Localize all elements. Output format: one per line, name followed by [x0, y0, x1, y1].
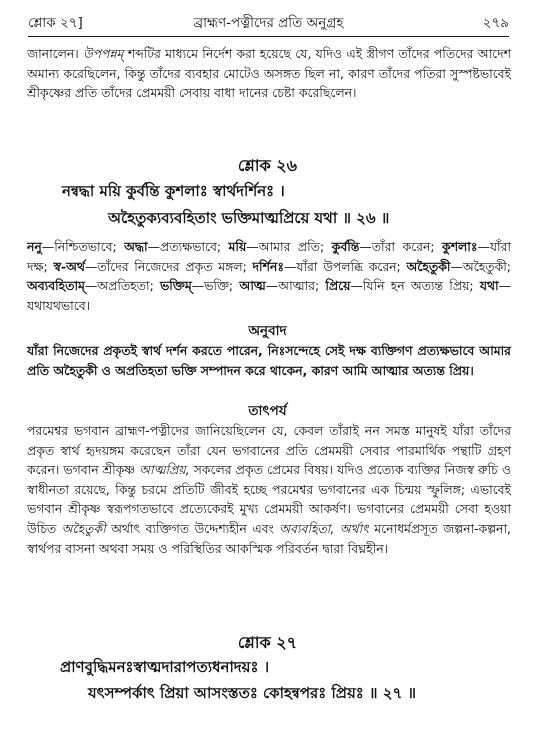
intro-text-start: জানালেন।	[27, 46, 83, 61]
synonym-meaning: —অহৈতুকী;	[450, 258, 511, 274]
synonym-meaning: —নিশ্চিতভাবে;	[41, 239, 125, 254]
synonym-word: অব্যবহিতাম্	[27, 278, 85, 294]
purport-text-a: পরমেশ্বর ভগবান ব্রাহ্মণ-পত্নীদের জানিয়েছিলেন যে, কেবল তাঁরাই নন সমস্ত মানুষই যাঁরা তাঁদের প্রকৃত স্বার্থ হৃদয়ঙ্গম করেছেন তাঁরা যেন ভগবানের প্রতি প্রেমময়ী সেবার পারমার্থিক পন্থাটি গ্রহণ করেন। ভগবান শ্রীকৃষ্ণ	[27, 423, 511, 478]
synonym-meaning: —আত্মার;	[265, 278, 326, 294]
synonym-meaning: —আমার প্রতি;	[246, 239, 332, 254]
synonym-meaning: —অপ্রতিহতা;	[84, 278, 160, 294]
synonym-word: কুশলাঃ	[442, 239, 478, 254]
synonym-meaning: —যথাযথভাবে।	[27, 278, 511, 313]
synonym-meaning: —তাঁরা করেন;	[359, 239, 443, 254]
purport-emphasis-a: আত্মপ্রিয়,	[139, 462, 190, 478]
synonym-word: স্ব-অর্থ	[53, 258, 85, 274]
synonym-word: কুর্বন্তি	[331, 239, 360, 254]
synonym-word: যথা	[479, 278, 499, 294]
translation-text: যাঁরা নিজেদের প্রকৃতই স্বার্থ দর্শন করতে পারেন, নিঃসন্দেহে সেই দক্ষ ব্যক্তিগণ প্রত্যক্ষভাবে আমার প্রতি অহৈতুকী ও অপ্রতিহতা ভক্তি সম্পাদন করে থাকেন, কারণ আমি আত্মার অত্যন্ত প্রিয়।	[27, 343, 511, 378]
translation-title: অনুবাদ	[248, 323, 287, 339]
running-header	[28, 14, 509, 37]
synonym-meaning: —ভক্তি;	[191, 278, 240, 294]
purport-paragraph	[27, 421, 511, 558]
synonym-meaning: —প্রত্যক্ষভাবে;	[147, 239, 229, 254]
synonym-word: প্রিয়ে	[325, 278, 351, 294]
verse-26-line-1: নন্বদ্ধা ময়ি কুর্বন্তি কুশলাঃ স্বার্থদর্শিনঃ ।	[62, 182, 285, 200]
synonym-meaning: —তাঁদের নিজেদের প্রকৃত মঙ্গল;	[84, 258, 253, 274]
purport-text-b: সকলের প্রকৃত প্রেমের বিষয়। যদিও প্রত্যেক ব্যক্তির নিজস্ব রুচি ও স্বাধীনতা রয়েছে, কিন্তু চরমে প্রতিটি জীবই হচ্ছে পরমেশ্বর ভগবানের এক চিন্ময় স্ফুলিঙ্গ; এভাবেই ভগবান শ্রীকৃষ্ণ স্বরূপগতভাবে প্রত্যেকেরই মুখ্য প্রেমময়ী আকর্ষণ। ভগবানের প্রেমময়ী সেবা হওয়া উচিত	[27, 462, 511, 536]
synonym-word: অদ্ধা	[124, 239, 148, 254]
synonym-word: আত্ম	[239, 278, 266, 294]
synonym-word: ননু	[27, 239, 42, 254]
purport-emphasis-b: অহৈতুকী	[61, 520, 106, 536]
intro-paragraph	[27, 44, 511, 103]
purport-text-c: অর্থাৎ ব্যক্তিগত উদ্দেশ্যহীন এবং	[105, 520, 280, 536]
verse-27-line-1: প্রাণবুদ্ধিমনঃস্বাত্মদারাপত্যধনাদয়ঃ ।	[60, 658, 270, 676]
page-number: ২৭৯	[482, 15, 509, 31]
synonym-word: ময়ি	[228, 239, 247, 254]
verse-27-title: শ্লোক ২৭	[237, 633, 298, 652]
verse-26-title: শ্লোক ২৬	[237, 156, 298, 175]
verse-27-line-2: যৎসম্পর্কাৎ প্রিয়া আসংস্ততঃ কোহন্বপরঃ প্রিয়ঃ ॥ ২৭ ॥	[88, 684, 416, 702]
synonym-word: অহৈতুকী	[406, 258, 451, 274]
intro-text-rest: শব্দটির মাধ্যমে নির্দেশ করা হয়েছে যে, যদিও এই স্ত্রীগণ তাঁদের পতিদের আদেশ অমান্য করেছিলেন, কিন্তু তাঁদের ব্যবহার মোটেও অসঙ্গত ছিল না, কারণ তাঁদের পতিরা সুস্পষ্টভাবেই শ্রীকৃষ্ণের প্রতি তাঁদের প্রেমময়ী সেবায় বাধা দানের চেষ্টা করেছিলেন।	[27, 46, 511, 101]
synonym-word: দর্শিনঃ	[252, 258, 284, 274]
verse-26-line-2: অহৈতুক্যব্যবহিতাং ভক্তিমাত্মপ্রিয়ে যথা ॥ ২৬ ॥	[108, 209, 390, 227]
header-verse-ref: শ্লোক ২৭]	[28, 15, 83, 31]
synonym-meaning: —যাঁরা উপলব্ধি করেন;	[283, 258, 407, 274]
synonyms-paragraph	[27, 237, 511, 315]
header-chapter-title: ব্রাহ্মণ-পত্নীদের প্রতি অনুগ্রহ	[193, 15, 344, 31]
synonym-word: ভক্তিম্	[160, 278, 192, 294]
purport-emphasis-c: অব্যবহিতা, অর্থাৎ	[279, 520, 369, 536]
synonym-meaning: —যাঁরা দক্ষ;	[27, 239, 511, 274]
synonym-meaning: —যিনি হন অত্যন্ত প্রিয়;	[350, 278, 480, 294]
intro-emphasis: উপপন্নম্	[83, 46, 124, 61]
purport-text-d: মনোধর্মপ্রসূত জল্পনা-কল্পনা, স্বার্থপর বাসনা অথবা সময় ও পরিস্থিতির আকস্মিক পরিবর্তন দ্বারা বিঘ্নহীন।	[27, 520, 511, 556]
purport-title: তাৎপর্য	[248, 403, 287, 419]
